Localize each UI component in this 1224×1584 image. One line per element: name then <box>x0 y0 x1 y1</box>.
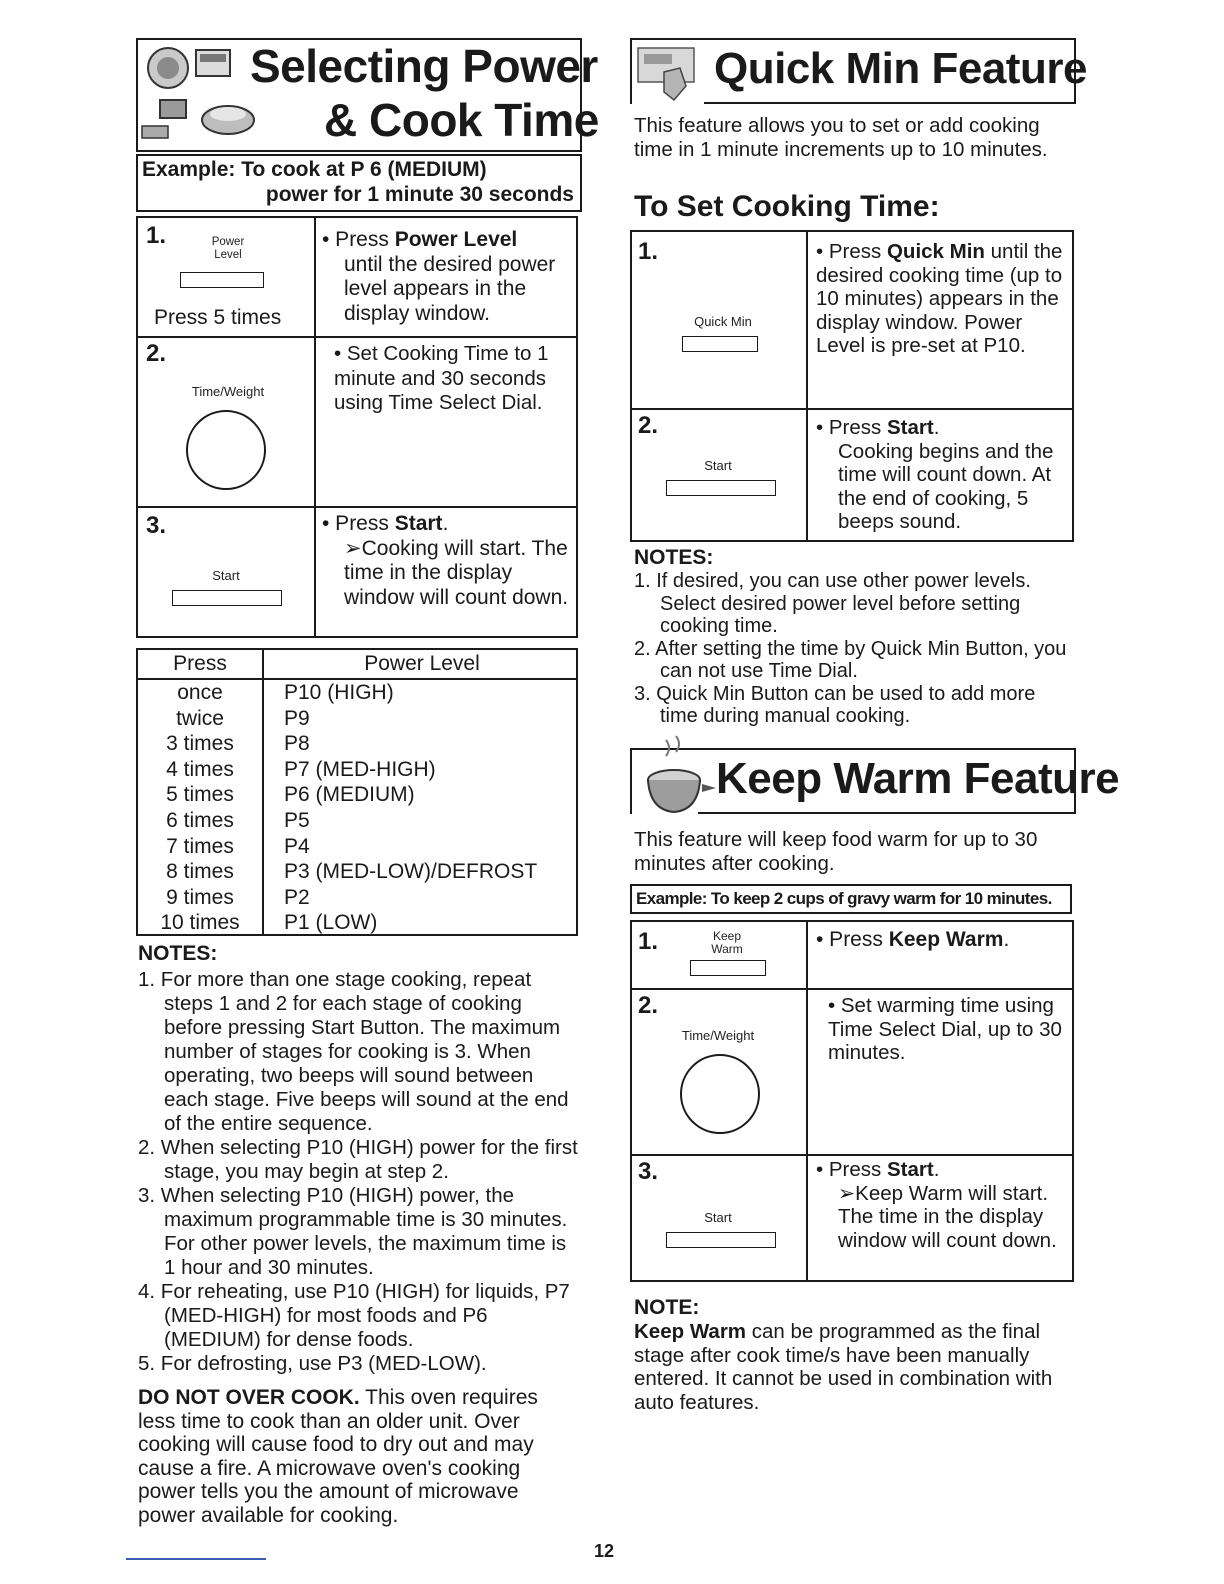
time-weight-dial-label: Time/Weight <box>681 1028 755 1043</box>
press-count-caption: Press 5 times <box>154 306 282 329</box>
note-heading: NOTE: <box>634 1296 700 1319</box>
start-button <box>666 480 776 496</box>
table-cell-press: 7 times <box>166 834 234 858</box>
start-button <box>172 590 282 606</box>
table-cell-power-level: P6 (MEDIUM) <box>284 783 415 807</box>
steaming-bowl-icon <box>636 730 720 820</box>
table-cell-press: 9 times <box>166 885 234 909</box>
title-cook-time: & Cook Time <box>324 94 599 146</box>
do-not-overcook-paragraph: DO NOT OVER COOK. This oven requires less time to cook than an older unit. Over cooking will cause food to dry out and may cause a fire. A microwave oven's cooking power tells you the amount of microwave power available for cooking. <box>138 1386 538 1527</box>
table-cell-power-level: P3 (MED-LOW)/DEFROST <box>284 860 538 884</box>
table-cell-power-level: P7 (MED-HIGH) <box>284 757 436 781</box>
quick-step-1-instruction: • Press Quick Min until the desired cooking time (up to 10 minutes) appears in the display window. Power Level is pre-set at P10. <box>816 240 1063 357</box>
keep-warm-title: Keep Warm Feature <box>716 754 1120 803</box>
step-number: 1. <box>638 928 659 955</box>
keep-warm-intro: This feature will keep food warm for up to 30 minutes after cooking. <box>634 828 1038 875</box>
step-number: 2. <box>146 340 167 367</box>
note-item: 2. After setting the time by Quick Min Button, you can not use Time Dial. <box>634 637 1067 682</box>
note-item: 1. For more than one stage cooking, repeat steps 1 and 2 for each stage of cooking before pressing Start Button. The maximum number of stages for cooking is 3. When operating, two beeps will sound between each stage. Five beeps will sound at the end of the entire sequence. <box>138 968 569 1135</box>
quick-min-steps-table <box>630 230 1074 542</box>
table-cell-press: once <box>177 681 223 704</box>
quick-step-2-instruction: • Press Start. Cooking begins and the time will count down. At the end of cooking, 5 beeps sound. <box>816 416 1054 533</box>
warm-step-1-instruction: • Press Keep Warm. <box>816 928 1010 951</box>
step-3-instruction: • Press Start. ➢Cooking will start. The time in the display window will count down. <box>322 512 569 609</box>
table-cell-power-level: P1 (LOW) <box>284 911 378 935</box>
table-cell-press: 6 times <box>166 809 234 832</box>
to-set-cooking-time-heading: To Set Cooking Time: <box>634 190 940 223</box>
note-item: 3. Quick Min Button can be used to add more time during manual cooking. <box>634 682 1036 727</box>
quick-min-notes-list <box>634 570 1074 728</box>
note-item: 3. When selecting P10 (HIGH) power, the maximum programmable time is 30 minutes. For other power levels, the maximum time is 1 hour and 30 minutes. <box>138 1184 568 1279</box>
quick-min-hand-icon <box>634 42 708 104</box>
step-number: 1. <box>638 238 659 265</box>
note-item: 2. When selecting P10 (HIGH) power for the first stage, you may begin at step 2. <box>138 1136 578 1183</box>
time-weight-dial-label: Time/Weight <box>191 384 265 399</box>
warm-step-3-instruction: • Press Start. ➢Keep Warm will start. The time in the display window will count down. <box>816 1158 1057 1252</box>
table-cell-press: 4 times <box>166 757 234 781</box>
quick-min-title: Quick Min Feature <box>714 44 1087 93</box>
note-item: 4. For reheating, use P10 (HIGH) for liquids, P7 (MED-HIGH) for most foods and P6 (MEDIUM) for dense foods. <box>138 1280 570 1351</box>
table-cell-press: 10 times <box>160 911 240 935</box>
keep-warm-example-text: Example: To keep 2 cups of gravy warm for 10 minutes. <box>636 889 1052 908</box>
start-button <box>666 1232 776 1248</box>
left-notes-list <box>138 968 578 1376</box>
step-1-instruction: • Press Power Level until the desired power level appears in the display window. <box>322 228 556 325</box>
power-level-table <box>136 648 578 936</box>
keep-warm-button-label: Keep Warm <box>711 929 743 956</box>
note-item: 5. For defrosting, use P3 (MED-LOW). <box>138 1352 487 1375</box>
table-header-press: Press <box>173 652 227 675</box>
table-cell-power-level: P2 <box>284 885 310 909</box>
notes-heading: NOTES: <box>634 546 714 569</box>
example-box <box>136 154 582 212</box>
keep-warm-steps-table <box>630 920 1074 1282</box>
keep-warm-note: Keep Warm can be programmed as the final stage after cook time/s have been manually entered. It cannot be used in combination with auto features. <box>634 1320 1053 1414</box>
notes-heading: NOTES: <box>138 942 218 965</box>
quick-min-button-label: Quick Min <box>694 314 752 329</box>
title-selecting-power: Selecting Power <box>250 40 598 92</box>
footer-rule <box>126 1558 266 1560</box>
table-cell-power-level: P5 <box>284 809 310 832</box>
start-button-label: Start <box>212 568 240 583</box>
step-number: 1. <box>146 222 167 249</box>
start-button-label: Start <box>704 1210 732 1225</box>
note-item: 1. If desired, you can use other power levels. Select desired power level before setting cooking time. <box>634 570 1031 637</box>
step-number: 3. <box>146 512 167 539</box>
keep-warm-example-box <box>630 884 1072 914</box>
warm-step-2-instruction: • Set warming time using Time Select Dial, up to 30 minutes. <box>828 994 1062 1064</box>
quick-min-intro: This feature allows you to set or add cooking time in 1 minute increments up to 10 minutes. <box>634 114 1048 161</box>
microwave-icon <box>140 42 260 142</box>
table-cell-power-level: P8 <box>284 732 310 756</box>
step-number: 2. <box>638 412 659 439</box>
table-cell-press: twice <box>176 706 224 730</box>
time-select-dial <box>680 1054 760 1134</box>
power-level-button <box>180 272 264 288</box>
step-number: 3. <box>638 1158 659 1185</box>
table-cell-power-level: P10 (HIGH) <box>284 681 394 704</box>
step-2-instruction: • Set Cooking Time to 1 minute and 30 seconds using Time Select Dial. <box>334 342 549 414</box>
power-level-button-label: Power Level <box>211 236 245 261</box>
table-cell-power-level: P9 <box>284 706 310 730</box>
quick-min-button <box>682 336 758 352</box>
table-cell-press: 3 times <box>166 732 234 756</box>
time-select-dial <box>186 410 266 490</box>
left-steps-table <box>136 216 578 638</box>
step-number: 2. <box>638 992 659 1019</box>
start-button-label: Start <box>704 458 732 473</box>
table-header-power-level: Power Level <box>364 652 480 675</box>
table-cell-power-level: P4 <box>284 834 310 858</box>
table-cell-press: 8 times <box>166 860 234 884</box>
table-cell-press: 5 times <box>166 783 234 807</box>
keep-warm-button <box>690 960 766 976</box>
example-line-2: power for 1 minute 30 seconds <box>265 183 574 206</box>
page-number: 12 <box>594 1541 615 1561</box>
example-line-1: Example: To cook at P 6 (MEDIUM) <box>142 158 487 181</box>
